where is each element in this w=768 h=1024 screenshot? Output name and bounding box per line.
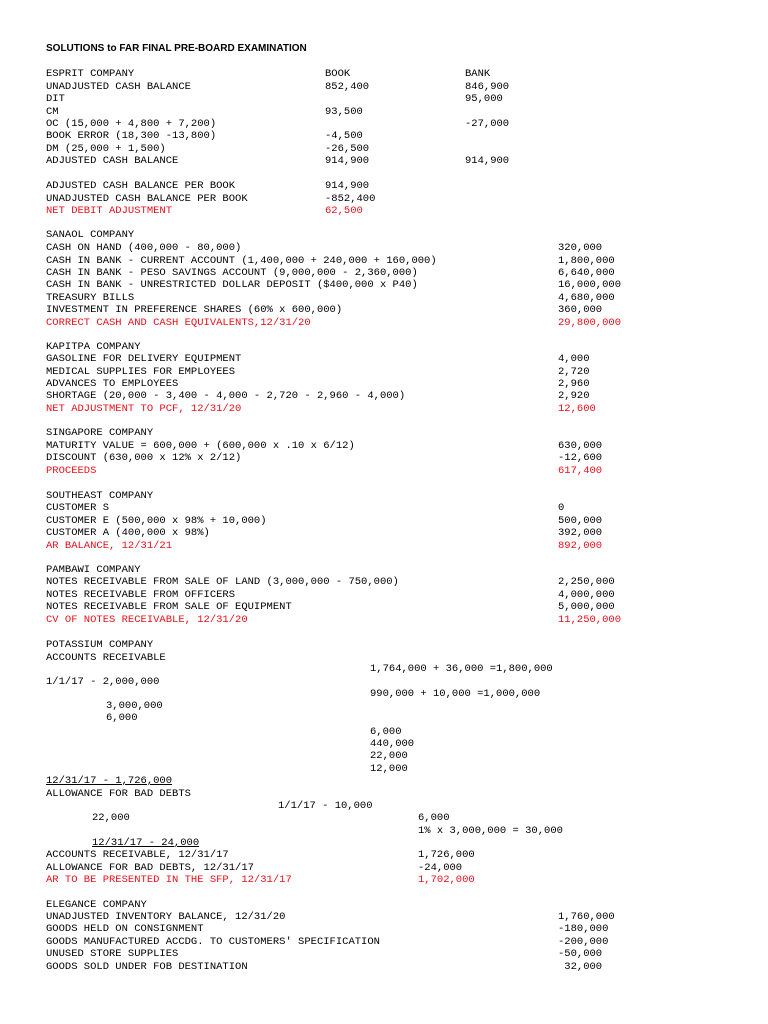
table-row (0, 923, 768, 936)
row-label: ADJUSTED CASH BALANCE (46, 155, 179, 167)
row-value: 392,000 (558, 527, 603, 539)
result-row (0, 614, 768, 627)
row-label: INVESTMENT IN PREFERENCE SHARES (60% x 600,000) (46, 304, 343, 316)
row-label: TREASURY BILLS (46, 292, 135, 304)
bank-value: 95,000 (465, 93, 503, 105)
table-row (0, 576, 768, 589)
section-title-row (0, 427, 768, 440)
row-label: ALLOWANCE FOR BAD DEBTS, 12/31/17 (46, 862, 254, 874)
t-account-row (0, 812, 768, 825)
row-label: UNADJUSTED INVENTORY BALANCE, 12/31/20 (46, 911, 286, 923)
allowance-opening-balance: 1/1/17 - 10,000 (278, 800, 373, 812)
row-value: 4,680,000 (558, 292, 615, 304)
section-title: ESPRIT COMPANY (46, 68, 135, 80)
row-label: OC (15,000 + 4,800 + 7,200) (46, 118, 217, 130)
result-value: 12,600 (558, 403, 596, 415)
section-title: SOUTHEAST COMPANY (46, 490, 154, 502)
bank-value: 846,900 (465, 81, 510, 93)
row-label: MEDICAL SUPPLIES FOR EMPLOYEES (46, 366, 236, 378)
allowance-credit-entry: 1% x 3,000,000 = 30,000 (418, 825, 563, 837)
table-row (0, 452, 768, 465)
book-value: -26,500 (325, 143, 370, 155)
section-title: POTASSIUM COMPANY (46, 639, 154, 651)
account-label: ACCOUNTS RECEIVABLE (46, 652, 166, 664)
document-title: SOLUTIONS to FAR FINAL PRE-BOARD EXAMINATION (46, 43, 307, 54)
section-title: ELEGANCE COMPANY (46, 899, 147, 911)
table-row (0, 390, 768, 403)
row-label: CUSTOMER E (500,000 x 98% + 10,000) (46, 515, 267, 527)
table-row (0, 502, 768, 515)
table-row (0, 527, 768, 540)
result-value: 892,000 (558, 540, 603, 552)
row-value: 2,250,000 (558, 576, 615, 588)
row-label: GOODS SOLD UNDER FOB DESTINATION (46, 961, 248, 973)
bank-value: 914,900 (465, 155, 510, 167)
row-value: 320,000 (558, 242, 603, 254)
row-value: 4,000,000 (558, 589, 615, 601)
row-label: GOODS HELD ON CONSIGNMENT (46, 923, 204, 935)
t-account-row (0, 750, 768, 763)
row-label: BOOK ERROR (18,300 -13,800) (46, 130, 217, 142)
t-account-row (0, 712, 768, 725)
book-value: 93,500 (325, 106, 363, 118)
section-title: SANAOL COMPANY (46, 229, 135, 241)
row-value: 630,000 (558, 440, 603, 452)
result-label: AR BALANCE, 12/31/21 (46, 540, 173, 552)
ar-credit-entry: 440,000 (370, 738, 415, 750)
row-value: 2,960 (558, 378, 590, 390)
row-label: CASH ON HAND (400,000 - 80,000) (46, 242, 242, 254)
book-value: -4,500 (325, 130, 363, 142)
row-label: GOODS MANUFACTURED ACCDG. TO CUSTOMERS' SPECIFICATION (46, 936, 380, 948)
row-label: UNADJUSTED CASH BALANCE (46, 81, 191, 93)
row-label: NOTES RECEIVABLE FROM SALE OF EQUIPMENT (46, 601, 292, 613)
row-value: -180,000 (558, 923, 609, 935)
result-value: 617,400 (558, 465, 603, 477)
table-row (0, 948, 768, 961)
row-value: 500,000 (558, 515, 603, 527)
ar-credit-entry: 990,000 + 10,000 =1,000,000 (370, 688, 541, 700)
row-value: 2,920 (558, 390, 590, 402)
result-row (0, 317, 768, 330)
section-title: KAPITPA COMPANY (46, 341, 141, 353)
row-label: CUSTOMER S (46, 502, 110, 514)
row-value: 0 (558, 502, 565, 514)
row-value: 1,800,000 (558, 255, 615, 267)
row-label: CASH IN BANK - CURRENT ACCOUNT (1,400,000 + 240,000 + 160,000) (46, 255, 437, 267)
allowance-debit-entry: 22,000 (92, 812, 130, 824)
result-value: 1,702,000 (418, 874, 475, 886)
table-row (0, 353, 768, 366)
row-value: 5,000,000 (558, 601, 615, 613)
ar-debit-entry: 3,000,000 (106, 700, 163, 712)
result-label: CV OF NOTES RECEIVABLE, 12/31/20 (46, 614, 248, 626)
bank-value: -27,000 (465, 118, 510, 130)
book-value: 852,400 (325, 81, 370, 93)
section-title-row (0, 639, 768, 652)
section-title: SINGAPORE COMPANY (46, 427, 154, 439)
result-row (0, 205, 768, 218)
result-value: 62,500 (325, 205, 363, 217)
ar-opening-balance: 1/1/17 - 2,000,000 (46, 676, 160, 688)
table-row (0, 180, 768, 193)
result-label: PROCEEDS (46, 465, 97, 477)
ar-credit-entry: 22,000 (370, 750, 408, 762)
row-value: -24,000 (418, 862, 463, 874)
row-label: CASH IN BANK - UNRESTRICTED DOLLAR DEPOSIT ($400,000 x P40) (46, 279, 418, 291)
t-account-row (0, 663, 768, 676)
row-label: DM (25,000 + 1,500) (46, 143, 166, 155)
table-row (0, 93, 768, 106)
row-value: 4,000 (558, 353, 590, 365)
row-value: 6,640,000 (558, 267, 615, 279)
row-value: -852,400 (325, 193, 376, 205)
result-label: NET DEBIT ADJUSTMENT (46, 205, 173, 217)
section-title: PAMBAWI COMPANY (46, 564, 141, 576)
row-value: 1,760,000 (558, 911, 615, 923)
row-value: 32,000 (558, 961, 603, 973)
row-value: 360,000 (558, 304, 603, 316)
t-account-row (0, 775, 768, 788)
row-label: SHORTAGE (20,000 - 3,400 - 4,000 - 2,720 - 2,960 - 4,000) (46, 390, 406, 402)
row-label: DISCOUNT (630,000 x 12% x 2/12) (46, 452, 242, 464)
section-title-row (0, 229, 768, 242)
row-value: 1,726,000 (418, 849, 475, 861)
row-value: -200,000 (558, 936, 609, 948)
row-label: MATURITY VALUE = 600,000 + (600,000 x .10 x 6/12) (46, 440, 355, 452)
row-label: ADJUSTED CASH BALANCE PER BOOK (46, 180, 236, 192)
result-row (0, 465, 768, 478)
book-value: 914,900 (325, 155, 370, 167)
result-label: CORRECT CASH AND CASH EQUIVALENTS,12/31/20 (46, 317, 311, 329)
row-value: -12,600 (558, 452, 603, 464)
row-label: ACCOUNTS RECEIVABLE, 12/31/17 (46, 849, 229, 861)
row-label: CUSTOMER A (400,000 x 98%) (46, 527, 210, 539)
allowance-credit-entry: 6,000 (418, 812, 450, 824)
column-header-book: BOOK (325, 68, 351, 80)
result-label: NET ADJUSTMENT TO PCF, 12/31/20 (46, 403, 242, 415)
row-value: 16,000,000 (558, 279, 622, 291)
row-label: ADVANCES TO EMPLOYEES (46, 378, 179, 390)
row-label: DIT (46, 93, 65, 105)
esprit-header-row (0, 68, 768, 81)
table-row (0, 601, 768, 614)
row-label: CASH IN BANK - PESO SAVINGS ACCOUNT (9,000,000 - 2,360,000) (46, 267, 418, 279)
row-label: CM (46, 106, 59, 118)
table-row (0, 961, 768, 974)
table-row (0, 304, 768, 317)
result-row (0, 403, 768, 416)
result-row (0, 874, 768, 887)
ar-debit-entry: 6,000 (106, 712, 138, 724)
ar-credit-entry: 6,000 (370, 726, 402, 738)
ar-ending-balance: 12/31/17 - 1,726,000 (46, 775, 173, 787)
table-row (0, 242, 768, 255)
table-row (0, 130, 768, 143)
ar-credit-entry: 1,764,000 + 36,000 =1,800,000 (370, 663, 553, 675)
result-value: 29,800,000 (558, 317, 622, 329)
row-label: NOTES RECEIVABLE FROM SALE OF LAND (3,000,000 - 750,000) (46, 576, 399, 588)
account-label: ALLOWANCE FOR BAD DEBTS (46, 788, 191, 800)
row-value: 2,720 (558, 366, 590, 378)
row-label: NOTES RECEIVABLE FROM OFFICERS (46, 589, 236, 601)
column-header-bank: BANK (465, 68, 491, 80)
row-label: GASOLINE FOR DELIVERY EQUIPMENT (46, 353, 242, 365)
table-row (0, 849, 768, 862)
row-label: UNUSED STORE SUPPLIES (46, 948, 179, 960)
table-row (0, 279, 768, 292)
allowance-ending-balance: 12/31/17 - 24,000 (92, 837, 200, 849)
row-label: UNADJUSTED CASH BALANCE PER BOOK (46, 193, 248, 205)
result-label: AR TO BE PRESENTED IN THE SFP, 12/31/17 (46, 874, 292, 886)
result-value: 11,250,000 (558, 614, 622, 626)
ar-credit-entry: 12,000 (370, 763, 408, 775)
row-value: 914,900 (325, 180, 370, 192)
row-value: -50,000 (558, 948, 603, 960)
table-row (0, 155, 768, 168)
result-row (0, 540, 768, 553)
